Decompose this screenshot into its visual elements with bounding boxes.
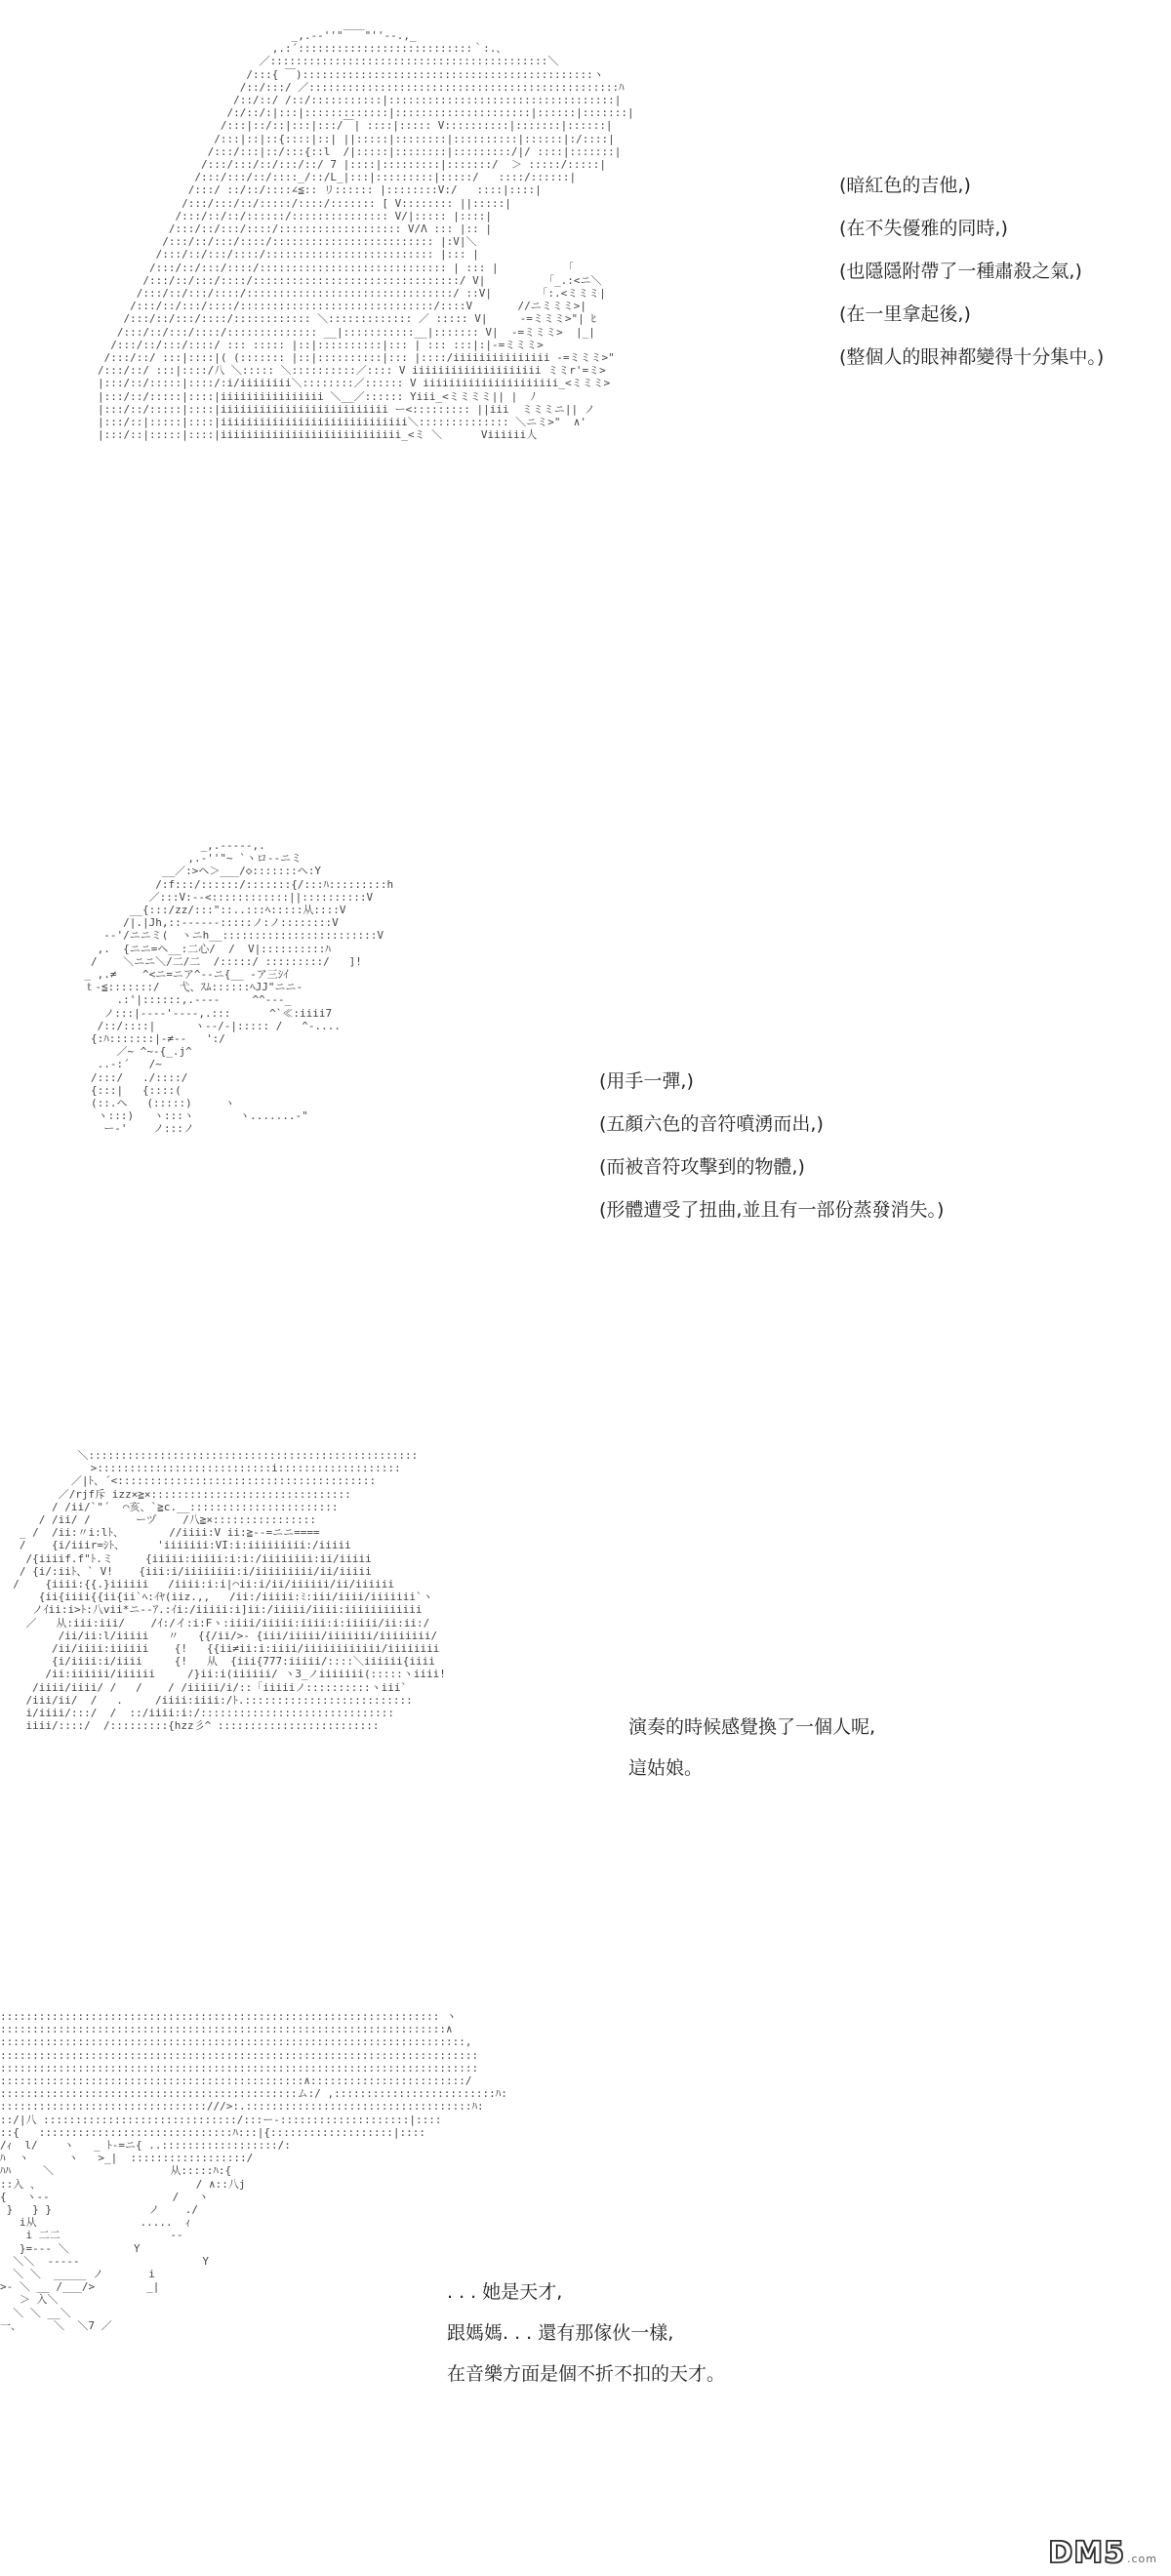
ascii-art-guitar-girl: _,.-‐''"￣￣"''‐-.,_ ,.:´:::::::::::::::::::::::::::｀:.、 ／:::::::::::::::::::::::::::::::::::::::::::＼ /:::{ ￣):::::::::::::::::::::::::::::::::::::::::::::ヽ /::/:::/ ／::::::::::::::::::::::::::::::::::::::::::::::::ﾊ /::/::/ /::/:::::::::::|:::::::::::::::::::::::::::::::::::| /:/::/:|:::|:::::::::::::|:::::::::::::::::::::|::::::|:::::::| /:::|::/::|:::|:::/￣| ::::|::::: V::::::::::|:::::::|::::::| /:::|::|::{::::|::| ||:::::|::::::::|::::::::::|::::::|:/::::| /:::/:::|::/:::{::l /|:::::|::::::::|:::::::::/|/ ::::|:::::::| /:::/:::/::/:::/::/ 7 |::::|:::::::::|:::::::/ ＞ :::::/:::::| /:::/:::/::/::::_/::/L_|:::|:::::::::|:::::/ ::::/::::::| /:::/ ::/::/::::∠≦:: リ:::::: |::::::::V:/ ::::|::::| /:::/:::/::/:::::/::::/::::::: [ V:::::::: ||:::::| /:::/::/::/::::::/::::::::::::::: V/|::::: |::::| /:::/::/:::/::::/::::::::::::::::::: V/Λ ::: |:: | /:::/::/:::/::::/::::::::::::::::::::::::: |:V|＼ /:::/::/:::/::::/:::::::::::::::::::::::::: |::: | /:::/::/:::/::::/::::::::::::::::::::::::::::: | ::: | 「 /:::/::/:::/::::/::::::::::::::::::::::::::::::::/ V| 「_.:<ニ＼ /:::/::/:::/::::/::::::::::::::::::::::::::::::::/ ::V| 「:.<ミミミ| /:::/::/:::/::::/::::::::::::::::::::::::::::::/::::V //ニミミミ>| /:::/::/:::/::::/:::::::::::: ＼::::::::::::: ／ ::::: V| -=ミミミ>"| ﾋ /:::/::/:::/::::/:::::::::::::: __|:::::::::::__|::::::: V| -=ミミミ> |_| /:::/::/:::/::::/ ::: ::::: |::|::::::::::|::: | ::: :::|:|-=ミミミ> /:::/::/ :::|::::|( (::::::: |::|::::::::::|::: |::::/iiiiiiiiiiiiiii -=ミミミ>" /:::/::/ :::|::::/八 ＼::::: ＼::::::::::／:::: V iiiiiiiiiiiiiiiiiiii ミミr'=ミ> |:::/::/:::::|::::/:i/iiiiiiii＼::::::::／:::::: V iiiiiiiiiiiiiiiiiiiii_<ミミミ> |:::/::/:::::|::::|iiiiiiiiiiiiiiii ＼__／:::::: Yiii_<ミミミミ|| | ﾉ |:::/::/:::::|::::|iiiiiiiiiiiiiiiiiiiiiiiiii ー<::::::::: ||iii ミミミニ|| ノ |:::/::|:::::|::::|iiiiiiiiiiiiiiiiiiiiiiiiiiiii＼:::::::::::::: ＼ニミ>" ∧' |:::/::|:::::|::::|iiiiiiiiiiiiiiiiiiiiiiiiiiii_<ミ ＼ Viiiiii人 [98, 29, 634, 442]
dm5-watermark-logo [1048, 2536, 1157, 2570]
ascii-art-music-attack: _,.-‐‐--,. ,.‐''"~ `ヽロ‐‐ニミ __／:>ヘ＞___/◇:::::::ヘ:Y /:f:::/::::::/:::::::{/:::ﾊ:::::::::h ／:::V:‐‐<::::::::::::||::::::::::V __{:::/zz/:::"::..:::ﾍ:::::从::::V /|.|Jh,::-‐‐‐‐-:::::ノ:ノ::::::::V -‐'/ニニミ( ヽニh__::::::::::::::::::::::::V ,. {ニニ=ヘ__:二心/ / V|::::::::::ﾊ / ＼ニニ＼/二/二 /:::::/ :::::::::/ ]! _ ,.≠ ^<ニ=ニア^-‐ニ{__ -ア三ｼｲ ｔ‐≦:::::::/ 弋、ｽﾑ::::::ﾍJJ"ニニ- .:'|::::::,.--‐‐ ^^‐‐-_ ノ:::|----'‐‐‐-,.::: ^`≪:iiii7 /::/::::| ヽ--/‐|::::: / ^-.... {:ﾊ:::::::|‐≠-‐ ':/ ／~ ^~-{_.j^ ..-:´ /~ /:::/ ./::::/ {:::| {::::( (::.ヘ (:::::) ヽ ヽ:::) ヽ:::ヽ ヽ.......‐" ー‐' ノ:::ノ [84, 839, 394, 1136]
caption-line: 跟媽媽. . . 還有那傢伙一樣, [447, 2322, 674, 2344]
narration-caption [628, 1707, 875, 1789]
caption-line: (整個人的眼神都變得十分集中。) [839, 346, 1105, 368]
caption-line: 演奏的時候感覺換了一個人呢, [628, 1716, 876, 1738]
narration-caption [599, 1060, 944, 1231]
caption-line: (也隱隱附帶了一種肅殺之氣,) [839, 261, 1082, 282]
caption-line: (用手一彈,) [599, 1070, 694, 1092]
panel-4 [0, 2010, 1171, 2576]
caption-line: (五顏六色的音符噴湧而出,) [599, 1113, 824, 1135]
caption-line: 在音樂方面是個不折不扣的天才。 [447, 2363, 726, 2385]
caption-line: (而被音符攻擊到的物體,) [599, 1156, 805, 1178]
caption-line: (暗紅色的吉他,) [839, 175, 971, 196]
narration-caption [839, 164, 1104, 379]
panel-3 [0, 1449, 1171, 2005]
watermark-text: DM5 [1048, 2536, 1125, 2570]
caption-line: . . . 她是天才, [447, 2281, 563, 2303]
narration-caption [447, 2272, 725, 2395]
caption-line: (在一里拿起後,) [839, 303, 971, 325]
panel-2 [0, 839, 1171, 1444]
watermark-suffix: .com [1127, 2553, 1157, 2565]
caption-line: 這姑娘。 [628, 1757, 704, 1779]
panel-1 [0, 0, 1171, 810]
ascii-art-smiling-figure: :::::::::::::::::::::::::::::::::::::::::::::::::::::::::::::::::::: ヽ :::::::::::::::::::::::::::::::::::::::::::::::::::::::::::::::::::::∧ ::::::::::::::::::::::::::::::::::::::::::::::::::::::::::::::::::::::::, :::::::::::::::::::::::::::::::::::::::::::::::::::::::::::::::::::::::::: :::::::::::::::::::::::::::::::::::::::::::::::::::::::::::::::::::::::::: :::::::::::::::::::::::::::::::::::::::::::::::∧::::::::::::::::::::::::/ ::::::::::::::::::::::::::::::::::::::::::::::ム:/ ,:::::::::::::::::::::::::ﾊ: ::::::::::::::::::::::::::::::::///>:.:::::::::::::::::::::::::::::::::::ﾊ: ::/|八 ::::::::::::::::::::::::::::::/:::ー‐::::::::::::::::::::|:::: ::{ ::::::::::::::::::::::::::::::ﾊ:::|{:::::::::::::::::::|:::: /ｨ l/ ヽ _ ﾄ-=ニ{ ..::::::::::::::::::/: ﾊ ヽ ヽ >_| ::::::::::::::::::/ ﾊﾊ ＼ 从:::::ﾊ:{ ::入 、 / ∧::八j { ヽ-‐ / ヽ } } } ノ ./ i从 ..... ｨ i 二二 ‐‐ }=‐‐‐ ＼ Y ＼＼ ‐‐‐‐‐ Y ＼ ＼ _____ ノ i >- ＼ __ /___/> _| ＞ 入＼ ＼ ＼ __＼ 一、 ＼ ＼7 ／ [0, 2010, 507, 2332]
caption-line: (形體遭受了扭曲,並且有一部份蒸發消失。) [599, 1199, 945, 1221]
ascii-art-girl-closeup: ＼::::::::::::::::::::::::::::::::::::::::::::::::::: >:::::::::::::::::::::::::::i::::::::::::::::::: ／|ﾄ、´<:::::::::::::::::::::::::::::::::::::::: ／/rjf斥 izz×≧×::::::::::::::::::::::::::::::: / /ii/`"´ ⌒亥、`≧c.__::::::::::::::::::::::: / /ii/ / ーヅ /八≧×:::::::::::::::: _ / /ii:〃i:lﾄ、 //iiii:V ii:≧--=ニニ==== / {i/iiir=ｼﾄ、 'iiiiiii:VI:i:iiiiiiiii:/iiiii /{iiiif.f"ﾄ.ミ {iiiii:iiiii:i:i:/iiiiiiii:ii/iiiii / {i/:iiﾄ、` V! {iii:i/iiiiiiii:i/iiiiiiiii/ii/iiiii / {iiii:{{.}iiiiii /iiii:i:i|⌒ii:i/ii/iiiiii/ii/iiiiii {ii{iiii{{ii{ii`ﾍ:ｲﾔ(iiz.,, /ii:/iiiii:ﾐ:iii/iiii/iiiiiii`ヽ ノｲii:i>ﾄ:八vii*ニ--ｱ.:ｲi:/iiiii:i]ii:/iiiii/iiii:iiiiiiiiiiii ／ 从:iii:iii/ /ｲ:/イ:i:Fヽ:iiii/iiiii:iiii:i:iiiii/ii:ii:/ /ii/ii:l/iiiii 〃 {{/ii/>‐ {iii/iiiii/iiiiiii/iiiiiiii/ /ii/iiii:iiiiii {! {{ii≠ii:i:iiii/iiiiiiiiiiii/iiiiiiii {i/iiii:i/iiii {! 从 {iii{777:iiiii/::::＼iiiiii{iiii /ii:iiiiii/iiiiii /}ii:i(iiiiii/ ヽ3_ノiiiiiii(:::::ヽiiii! /iiii/iiii/ / / / /iiiii/i/::「iiiiiノ::::::::::ヽiii` /iii/ii/ / . /iiii:iiii:/ﾄ.:::::::::::::::::::::::::: i/iiii/:::/ / ::/iiii:i:/:::::::::::::::::::::::::::::: iiii/::::/ /:::::::::{hzz彡^ ::::::::::::::::::::::::: [13, 1449, 446, 1733]
caption-line: (在不失優雅的同時,) [839, 218, 1008, 239]
